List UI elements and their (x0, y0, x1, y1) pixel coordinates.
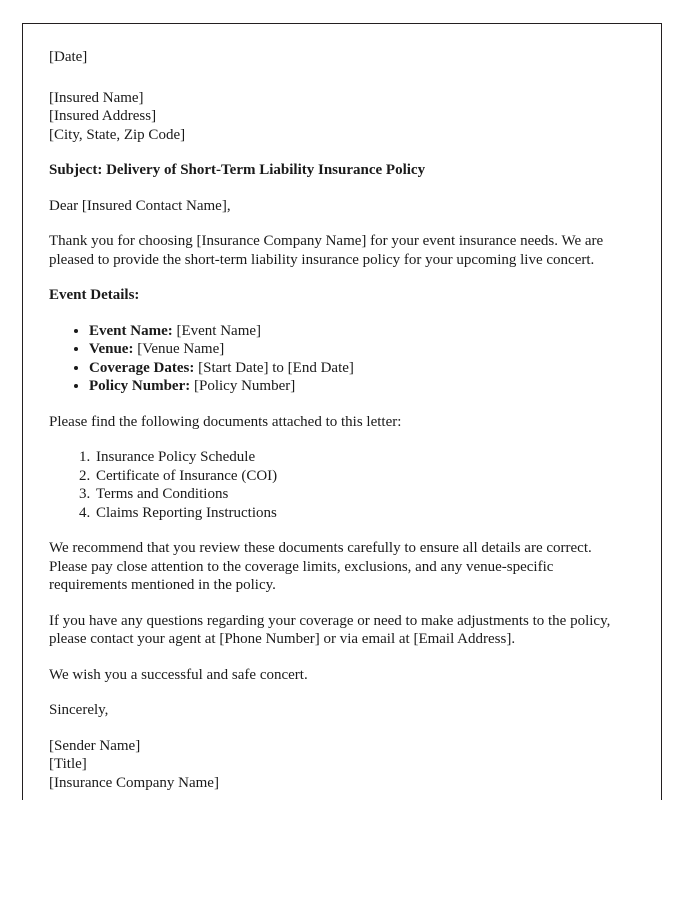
letter-date: [Date] (49, 49, 88, 65)
list-item (89, 322, 631, 341)
sender-name: [Sender Name] (49, 737, 141, 754)
letter-page (22, 23, 662, 800)
list-item: 1. Insurance Policy Schedule (94, 448, 631, 467)
letter-content (49, 48, 631, 809)
venue-value: [Venue Name] (137, 341, 225, 357)
list-item: 4. Claims Reporting Instructions (94, 504, 631, 523)
intro-paragraph: Thank you for choosing [Insurance Company Name] for your event insurance needs. We are pleased to provide the short-term liability insurance policy for your upcoming live concert. (49, 233, 604, 268)
recipient-name: [Insured Name] (49, 89, 144, 106)
list-item (89, 359, 631, 378)
coverage-dates-label: Coverage Dates: (89, 359, 195, 376)
list-item: 2. Certificate of Insurance (COI) (94, 467, 631, 486)
recipient-address: [Insured Address] (49, 108, 157, 124)
list-item (89, 377, 631, 396)
contact-paragraph: If you have any questions regarding your coverage or need to make adjustments to the policy, please contact your agent at [Phone Number] or via email at [Email Address]. (49, 612, 611, 647)
coverage-dates-value: [Start Date] to [End Date] (198, 359, 354, 376)
event-name-label: Event Name: (89, 322, 173, 339)
venue-label: Venue: (89, 341, 134, 357)
policy-number-value: [Policy Number] (193, 378, 296, 394)
subject-line: Subject: Delivery of Short-Term Liability Insurance Policy (49, 162, 426, 178)
event-details-list (49, 322, 631, 396)
review-paragraph: We recommend that you review these documents carefully to ensure all details are correct. Please pay close attention to the coverage limits, exclusions, and any venue-specific requirements mentioned in the policy. (49, 540, 592, 593)
recipient-city-state-zip: [City, State, Zip Code] (49, 126, 186, 143)
sign-off: Sincerely, (49, 702, 109, 718)
sender-company: [Insurance Company Name] (49, 774, 219, 791)
list-item: 3. Terms and Conditions (94, 485, 631, 504)
attachments-list (49, 448, 631, 522)
event-name-value: [Event Name] (176, 322, 262, 339)
event-details-heading: Event Details: (49, 287, 140, 303)
closing-wish: We wish you a successful and safe concert. (49, 666, 308, 683)
recipient-address-block (49, 89, 631, 145)
attachments-intro: Please find the following documents attached to this letter: (49, 413, 402, 430)
list-item (89, 340, 631, 359)
sender-title: [Title] (49, 756, 87, 772)
policy-number-label: Policy Number: (89, 378, 191, 394)
signature-block (49, 737, 631, 793)
salutation: Dear [Insured Contact Name], (49, 197, 231, 214)
